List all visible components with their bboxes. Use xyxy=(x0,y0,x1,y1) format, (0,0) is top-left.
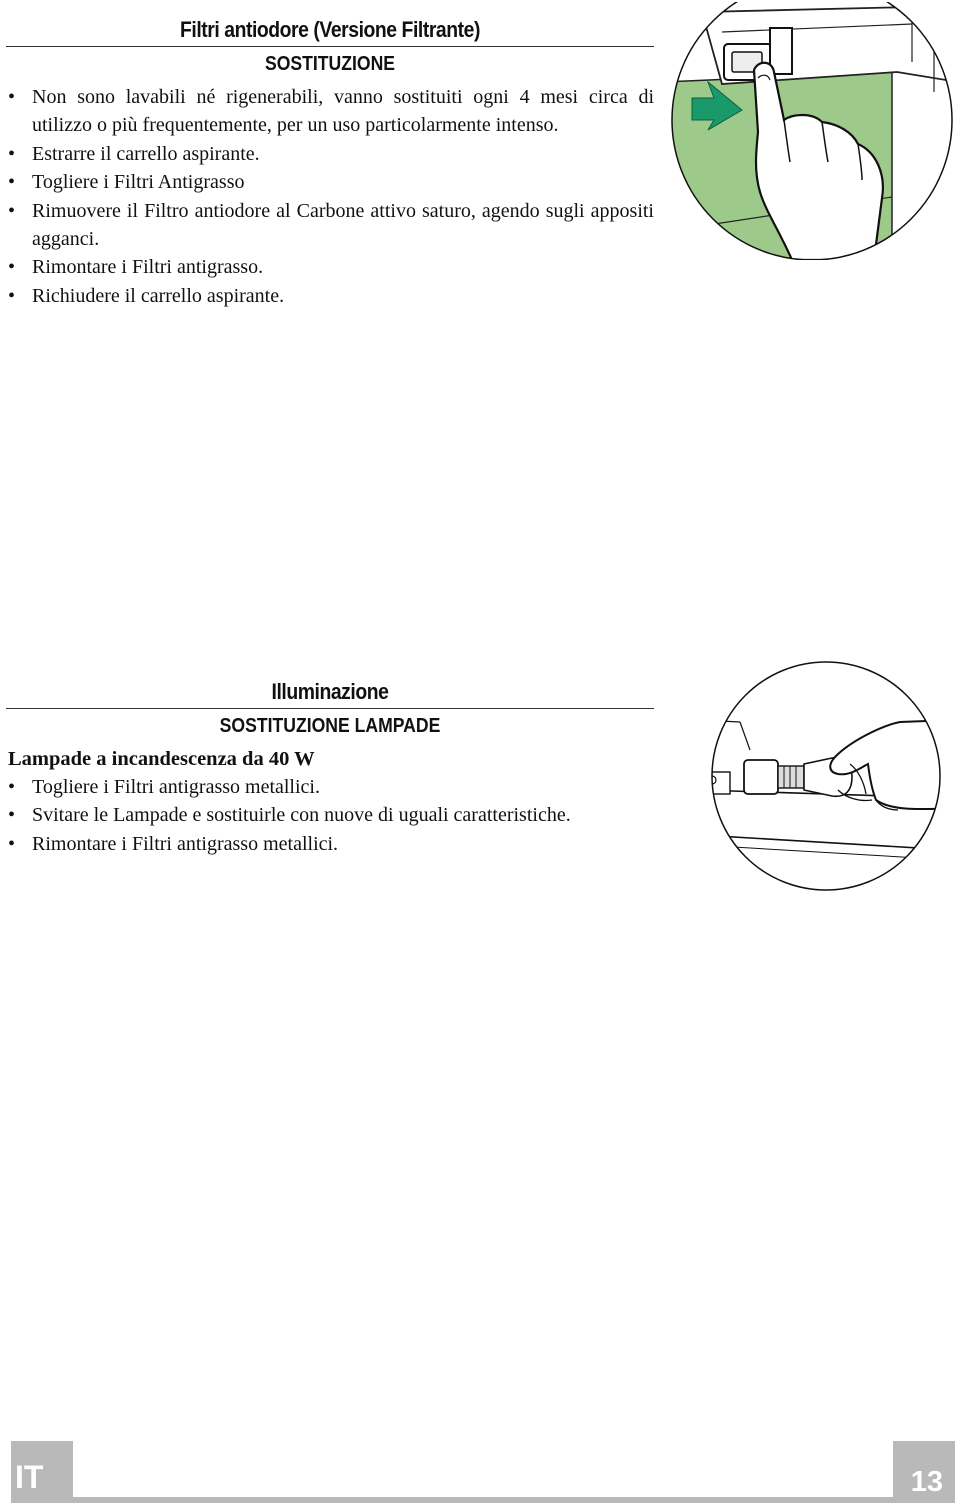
filters-steps-list xyxy=(6,83,654,310)
list-item: • Rimuovere il Filtro antiodore al Carbone attivo saturo, agendo sugli appositi agganci. xyxy=(6,197,654,254)
list-item: • Rimontare i Filtri antigrasso metallici. xyxy=(6,830,654,858)
language-tab xyxy=(11,1441,73,1503)
page-number-tab xyxy=(893,1441,955,1503)
lighting-steps-list xyxy=(6,773,654,858)
list-item: • Richiudere il carrello aspirante. xyxy=(6,282,654,310)
list-item: • Svitare le Lampade e sostituirle con nuove di uguali caratteristiche. xyxy=(6,801,654,829)
list-item: • Estrarre il carrello aspirante. xyxy=(6,140,654,168)
filters-section-title: Filtri antiodore (Versione Filtrante) xyxy=(180,17,480,42)
list-item: • Togliere i Filtri Antigrasso xyxy=(6,168,654,196)
lighting-subtitle: SOSTITUZIONE LAMPADE xyxy=(219,715,441,737)
lamp-spec: Lampade a incandescenza da 40 W xyxy=(8,748,315,770)
filters-section xyxy=(6,16,654,310)
carbon-filter-removal-illustration xyxy=(662,2,958,260)
language-label: IT xyxy=(15,1459,44,1495)
page-number: 13 xyxy=(910,1466,943,1498)
footer-rule xyxy=(73,1497,893,1503)
list-item: • Rimontare i Filtri antigrasso. xyxy=(6,253,654,281)
title-divider xyxy=(6,708,654,709)
title-divider xyxy=(6,46,654,47)
lighting-section xyxy=(6,678,654,858)
list-item: • Togliere i Filtri antigrasso metallici. xyxy=(6,773,654,801)
filters-subtitle: SOSTITUZIONE xyxy=(264,53,396,75)
lamp-replacement-illustration xyxy=(700,660,952,892)
list-item: • Non sono lavabili né rigenerabili, vanno sostituiti ogni 4 mesi circa di utilizzo o più frequentemente, per un uso particolarmente intenso. xyxy=(6,83,654,140)
lighting-section-title: Illuminazione xyxy=(271,679,389,704)
